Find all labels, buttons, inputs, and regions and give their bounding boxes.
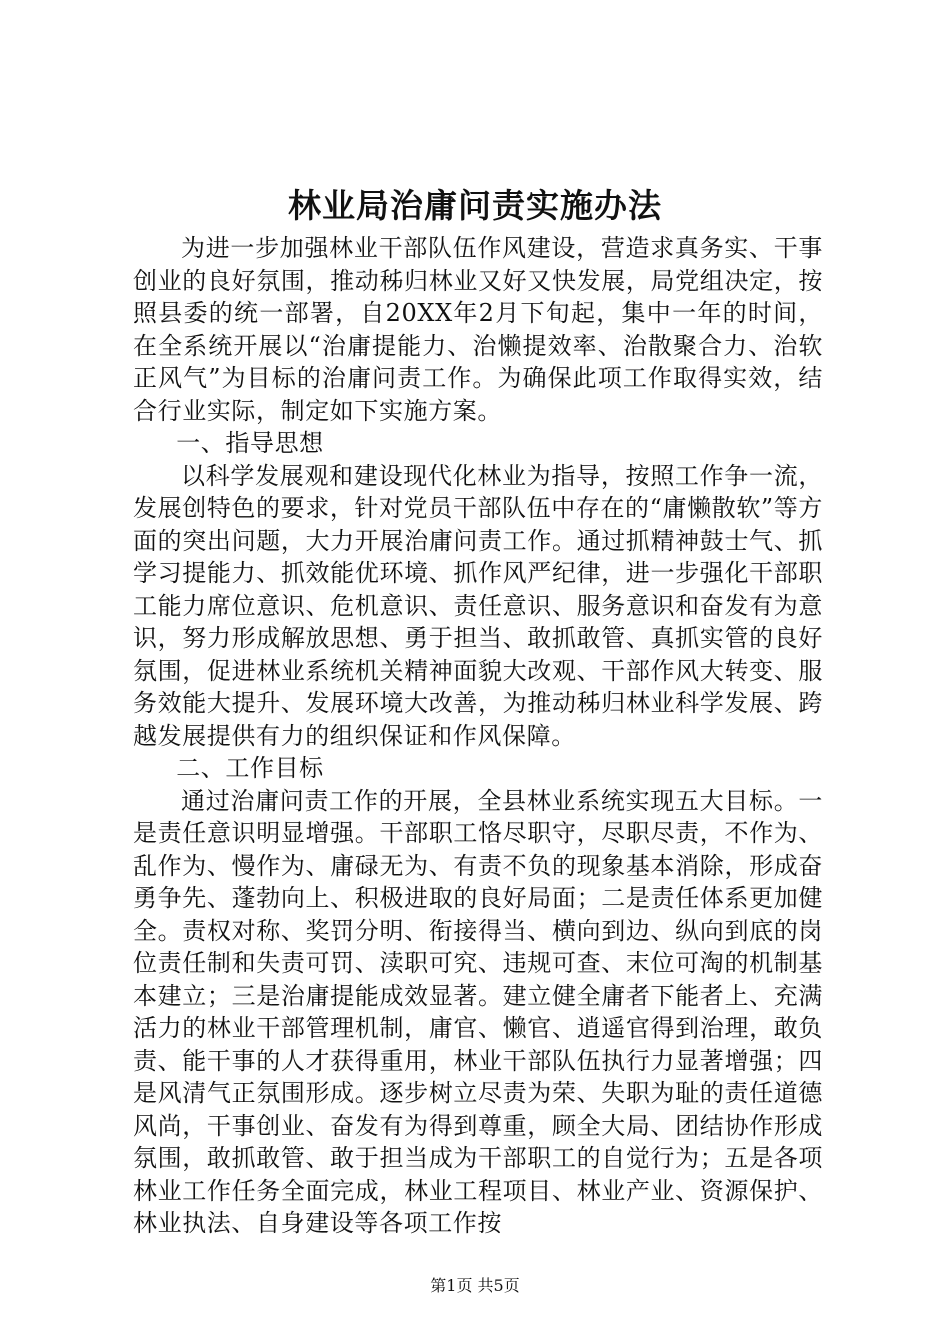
intro-paragraph: 为进一步加强林业干部队伍作风建设，营造求真务实、干事创业的良好氛围，推动秭归林业又好又快发展，局党组决定，按照县委的统一部署，自20XX年2月下旬起，集中一年的时间，在全系统开展以“治庸提能力、治懒提效率、治散聚合力、治软正风气”为目标的治庸问责工作。为确保此项工作取得实效，结合行业实际，制定如下实施方案。 <box>133 234 823 425</box>
guiding-ideology-paragraph: 以科学发展观和建设现代化林业为指导，按照工作争一流，发展创特色的要求，针对党员干部队伍中存在的“庸懒散软”等方面的突出问题，大力开展治庸问责工作。通过抓精神鼓士气、抓学习提能力、抓效能优环境、抓作风严纪律，进一步强化干部职工能力席位意识、危机意识、责任意识、服务意识和奋发有为意识，努力形成解放思想、勇于担当、敢抓敢管、真抓实管的良好氛围，促进林业系统机关精神面貌大改观、干部作风大转变、服务效能大提升、发展环境大改善，为推动秭归林业科学发展、跨越发展提供有力的组织保证和作风保障。 <box>133 461 823 750</box>
section-heading-guiding-ideology: 一、指导思想 <box>176 429 324 457</box>
section-heading-work-goals: 二、工作目标 <box>176 754 324 782</box>
work-goals-paragraph: 通过治庸问责工作的开展，全县林业系统实现五大目标。一是责任意识明显增强。干部职工恪尽职守，尽职尽责，不作为、乱作为、慢作为、庸碌无为、有责不负的现象基本消除，形成奋勇争先、蓬勃向上、积极进取的良好局面；二是责任体系更加健全。责权对称、奖罚分明、衔接得当、横向到边、纵向到底的岗位责任制和失责可罚、渎职可究、违规可查、末位可淘的机制基本建立；三是治庸提能成效显著。建立健全庸者下能者上、充满活力的林业干部管理机制，庸官、懒官、逍遥官得到治理，敢负责、能干事的人才获得重用，林业干部队伍执行力显著增强；四是风清气正氛围形成。逐步树立尽责为荣、失职为耻的责任道德风尚，干事创业、奋发有为得到尊重，顾全大局、团结协作形成氛围，敢抓敢管、敢于担当成为干部职工的自觉行为；五是各项林业工作任务全面完成，林业工程项目、林业产业、资源保护、林业执法、自身建设等各项工作按 <box>133 786 823 1237</box>
document-title: 林业局治庸问责实施办法 <box>288 186 662 225</box>
document-body <box>133 232 823 1240</box>
page-number-footer: 第1页 共5页 <box>430 1276 520 1295</box>
